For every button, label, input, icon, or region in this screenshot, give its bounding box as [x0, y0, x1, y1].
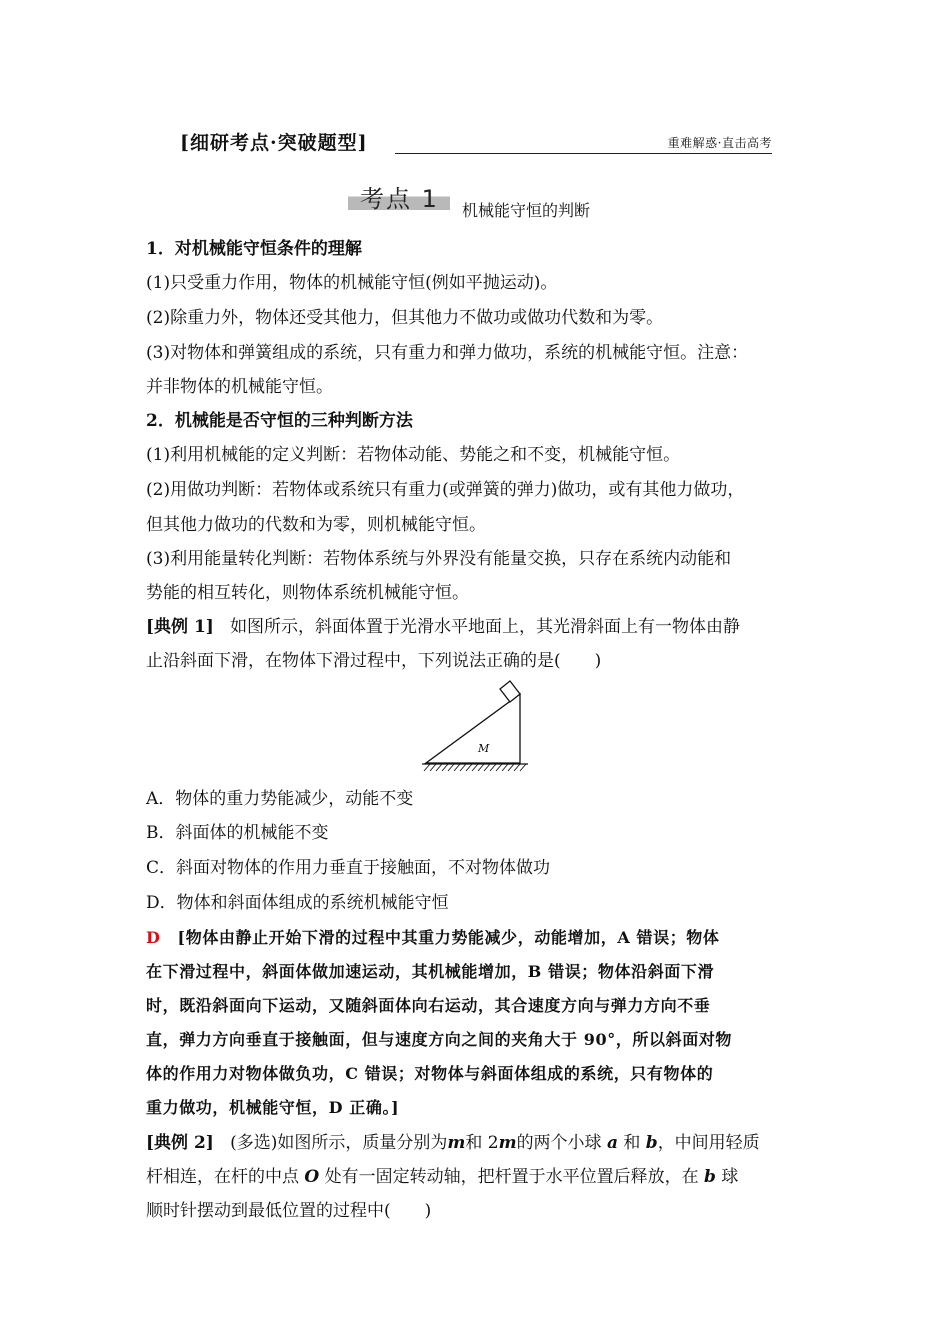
- analysis-text: 在下滑过程中，斜面体做加速运动，其机械能增加，B 错误；物体沿斜面下滑: [146, 962, 715, 981]
- option-a: A．物体的重力势能减少，动能不变: [146, 789, 414, 809]
- option-b: B．斜面体的机械能不变: [146, 823, 329, 843]
- paragraph: 并非物体的机械能守恒。: [146, 377, 333, 397]
- text-run: 杆相连，在杆的中点: [146, 1167, 299, 1187]
- example-2-line-1: [146, 1128, 760, 1153]
- header-rule: [395, 153, 772, 154]
- variable-b: b: [704, 1167, 716, 1187]
- paragraph: (1)只受重力作用，物体的机械能守恒(例如平抛运动)。: [146, 273, 558, 293]
- paragraph: (3)利用能量转化判断：若物体系统与外界没有能量交换，只存在系统内动能和: [146, 549, 732, 569]
- example-1-line-2: 止沿斜面下滑，在物体下滑过程中，下列说法正确的是( ): [146, 651, 602, 671]
- variable-a: a: [606, 1133, 618, 1153]
- analysis-text: 重力做功，机械能守恒，D 正确。]: [146, 1098, 400, 1117]
- text-run: (多选)如图所示，质量分别为: [230, 1133, 448, 1153]
- section-badge: [348, 180, 450, 213]
- incline-wedge: [426, 694, 520, 763]
- option-d: D．物体和斜面体组成的系统机械能守恒: [146, 893, 449, 913]
- header-right-title: 重难解惑·直击高考: [667, 136, 772, 150]
- section-title: 机械能守恒的判断: [462, 201, 591, 220]
- example-1-line-1: 如图所示，斜面体置于光滑水平地面上，其光滑斜面上有一物体由静: [230, 617, 741, 637]
- text-run: ，中间用轻质: [657, 1133, 760, 1153]
- variable-m: m: [498, 1133, 517, 1153]
- variable-b: b: [645, 1133, 658, 1153]
- analysis-text: 体的作用力对物体做负功，C 错误；对物体与斜面体组成的系统，只有物体的: [146, 1064, 714, 1083]
- example-1-question: [146, 612, 740, 637]
- paragraph: (1)利用机械能的定义判断：若物体动能、势能之和不变，机械能守恒。: [146, 445, 681, 465]
- ground-hatching: [424, 764, 526, 771]
- paragraph: (2)用做功判断：若物体或系统只有重力(或弹簧的弹力)做功，或有其他力做功，: [146, 480, 745, 500]
- example-1-tag: [典例 1]: [146, 617, 214, 637]
- paragraph: 势能的相互转化，则物体系统机械能守恒。: [146, 583, 469, 603]
- analysis-text: 直，弹力方向垂直于接触面，但与速度方向之间的夹角大于 90°，所以斜面对物: [146, 1030, 733, 1049]
- page-header: [180, 128, 772, 154]
- paragraph: (2)除重力外，物体还受其他力，但其他力不做功或做功代数和为零。: [146, 308, 664, 328]
- example-2-line-2: [146, 1162, 738, 1187]
- heading-1: 1．对机械能守恒条件的理解: [146, 239, 362, 259]
- text-run: 的两个小球: [516, 1133, 602, 1153]
- heading-2: 2．机械能是否守恒的三种判断方法: [146, 411, 413, 431]
- answer-letter: D: [146, 928, 161, 947]
- option-c: C．斜面对物体的作用力垂直于接触面，不对物体做功: [146, 858, 551, 878]
- paragraph: 但其他力做功的代数和为零，则机械能守恒。: [146, 515, 486, 535]
- text-run: 处有一固定转动轴，把杆置于水平位置后释放，在: [324, 1167, 699, 1187]
- sliding-block: [500, 681, 520, 702]
- text-run: 和 2: [465, 1133, 499, 1153]
- text-run: 球: [721, 1167, 739, 1187]
- variable-m: m: [447, 1133, 466, 1153]
- text-run: 和: [623, 1133, 641, 1153]
- answer-line-1: [146, 925, 720, 948]
- analysis-text: 时，既沿斜面向下运动，又随斜面体向右运动，其合速度方向与弹力方向不垂: [146, 996, 711, 1015]
- analysis-text: [物体由静止开始下滑的过程中其重力势能减少，动能增加，A 错误；物体: [177, 928, 720, 947]
- incline-figure: [420, 676, 530, 776]
- figure-label-m: M: [478, 742, 490, 755]
- example-2-tag: [典例 2]: [146, 1133, 214, 1153]
- example-2-line-3: 顺时针摆动到最低位置的过程中( ): [146, 1201, 432, 1221]
- header-left-title: [细研考点·突破题型]: [180, 132, 368, 154]
- paragraph: (3)对物体和弹簧组成的系统，只有重力和弹力做功，系统的机械能守恒。注意：: [146, 343, 749, 363]
- variable-o: O: [304, 1167, 320, 1187]
- section-badge-text: 考点 1: [360, 185, 439, 213]
